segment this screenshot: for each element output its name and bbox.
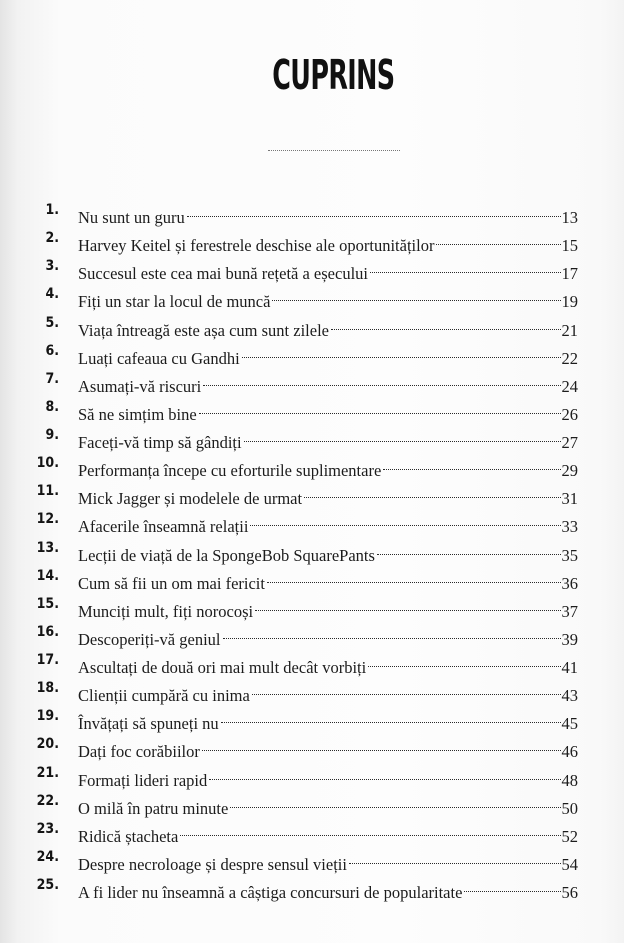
- table-of-contents: [0, 199, 624, 902]
- toc-entry[interactable]: [0, 368, 624, 396]
- chapter-number: 12.: [36, 511, 59, 528]
- chapter-number: 9.: [45, 427, 59, 443]
- chapter-title: Ridică ștacheta: [78, 826, 179, 846]
- toc-entry[interactable]: [0, 340, 624, 368]
- chapter-title: Fiți un star la locul de muncă: [78, 292, 271, 312]
- page-number: 52: [561, 826, 578, 846]
- page-number: 48: [561, 770, 578, 790]
- chapter-title: Dați foc corăbiilor: [78, 742, 200, 762]
- chapter-title: Despre necroloage și despre sensul vieții: [78, 854, 347, 874]
- toc-entry[interactable]: [0, 565, 624, 593]
- chapter-number: 15.: [36, 595, 59, 612]
- chapter-number: 4.: [45, 286, 59, 303]
- page-number: 22: [561, 348, 578, 368]
- chapter-title: Învățați să spuneți nu: [78, 714, 219, 734]
- chapter-title: Viața întreagă este așa cum sunt zilele: [78, 320, 329, 340]
- chapter-title: Lecții de viață de la SpongeBob SquarePants: [78, 545, 375, 565]
- dot-leader: [250, 508, 561, 532]
- toc-entry[interactable]: [0, 705, 624, 733]
- dot-leader: [383, 452, 561, 476]
- toc-entry[interactable]: [0, 227, 624, 255]
- toc-entry[interactable]: [0, 312, 624, 340]
- dot-leader: [304, 480, 561, 504]
- toc-entry[interactable]: [0, 818, 624, 846]
- dot-leader: [199, 396, 562, 420]
- page-number: 33: [561, 517, 578, 537]
- dot-leader: [209, 762, 561, 786]
- chapter-number: 2.: [45, 230, 59, 247]
- dot-leader: [368, 649, 561, 673]
- toc-entry[interactable]: [0, 762, 624, 790]
- chapter-number: 7.: [45, 370, 59, 387]
- page-number: 27: [561, 433, 578, 452]
- toc-entry[interactable]: [0, 537, 624, 565]
- chapter-number: 10.: [36, 455, 59, 472]
- chapter-number: 25.: [36, 877, 59, 893]
- chapter-title: Ascultați de două ori mai mult decât vorbiți: [78, 658, 367, 677]
- chapter-title: Munciți mult, fiți norocoși: [78, 601, 254, 621]
- toc-entry[interactable]: [0, 733, 624, 761]
- chapter-title: Nu sunt un guru: [78, 208, 185, 227]
- toc-entry[interactable]: [0, 790, 624, 818]
- dot-leader: [464, 874, 561, 898]
- toc-entry[interactable]: [0, 649, 624, 677]
- chapter-title: Să ne simțim bine: [78, 404, 197, 424]
- dot-leader: [202, 733, 562, 757]
- dot-leader: [221, 705, 562, 729]
- dot-leader: [255, 593, 561, 617]
- dot-leader: [272, 283, 561, 307]
- page-number: 36: [561, 573, 578, 593]
- chapter-title: Descoperiți-vă geniul: [78, 629, 221, 649]
- page-number: 50: [561, 798, 578, 818]
- toc-entry[interactable]: [0, 593, 624, 621]
- page-number: 35: [561, 545, 578, 565]
- chapter-title: O milă în patru minute: [78, 798, 229, 818]
- chapter-title: Asumați-vă riscuri: [78, 376, 202, 396]
- toc-entry[interactable]: [0, 283, 624, 311]
- chapter-number: 21.: [36, 764, 59, 781]
- toc-entry[interactable]: [0, 396, 624, 424]
- chapter-title: Formați lideri rapid: [78, 770, 208, 790]
- page-number: 45: [561, 714, 578, 734]
- dot-leader: [242, 340, 562, 364]
- page-number: 43: [561, 686, 578, 706]
- chapter-title: Mick Jagger și modelele de urmat: [78, 489, 303, 509]
- page-number: 54: [561, 854, 578, 874]
- chapter-title: Cum să fii un om mai fericit: [78, 573, 265, 593]
- chapter-title: Afacerile înseamnă relații: [78, 517, 249, 537]
- page-number: 24: [561, 376, 578, 396]
- chapter-number: 17.: [36, 652, 59, 668]
- chapter-title: Harvey Keitel și ferestrele deschise ale oportunităților: [78, 236, 435, 256]
- page-number: 26: [561, 404, 578, 424]
- chapter-number: 18.: [36, 680, 59, 697]
- page-number: 15: [561, 236, 578, 256]
- dot-leader: [267, 565, 562, 589]
- chapter-number: 11.: [36, 483, 59, 500]
- chapter-number: 3.: [45, 258, 59, 275]
- page-number: 17: [561, 264, 578, 284]
- chapter-title: Clienții cumpără cu inima: [78, 686, 250, 706]
- toc-entry[interactable]: [0, 621, 624, 649]
- chapter-number: 23.: [36, 820, 59, 837]
- chapter-number: 20.: [36, 736, 59, 753]
- dot-leader: [331, 312, 562, 336]
- toc-entry[interactable]: [0, 480, 624, 508]
- dot-leader: [223, 621, 562, 645]
- chapter-number: 24.: [36, 848, 59, 865]
- chapter-number: 22.: [36, 792, 59, 809]
- page-number: 31: [561, 489, 578, 509]
- dot-leader: [377, 537, 562, 561]
- dot-leader: [203, 368, 561, 392]
- page-number: 19: [561, 292, 578, 312]
- page-number: 13: [561, 208, 578, 227]
- chapter-number: 5.: [45, 314, 59, 331]
- dot-leader: [370, 255, 562, 279]
- dot-leader: [180, 818, 561, 842]
- chapter-title: Faceți-vă timp să gândiți: [78, 433, 242, 452]
- page-number: 46: [561, 742, 578, 762]
- page-number: 37: [561, 601, 578, 621]
- dot-leader: [187, 199, 562, 223]
- toc-entry[interactable]: [0, 199, 624, 227]
- chapter-number: 14.: [36, 567, 59, 584]
- title-divider: [268, 150, 400, 151]
- chapter-number: 13.: [36, 539, 59, 556]
- toc-entry[interactable]: [0, 255, 624, 283]
- chapter-number: 6.: [45, 342, 59, 359]
- dot-leader: [252, 677, 562, 701]
- dot-leader: [349, 846, 562, 870]
- toc-entry[interactable]: [0, 677, 624, 705]
- chapter-number: 19.: [36, 708, 59, 725]
- chapter-title: A fi lider nu înseamnă a câștiga concursuri de popularitate: [78, 883, 463, 902]
- chapter-title: Performanța începe cu eforturile suplimentare: [78, 461, 382, 481]
- toc-entry[interactable]: [0, 424, 624, 452]
- chapter-number: 1.: [45, 202, 59, 218]
- toc-entry[interactable]: [0, 846, 624, 874]
- chapter-number: 8.: [45, 398, 59, 415]
- toc-entry[interactable]: [0, 874, 624, 902]
- page-number: 41: [561, 658, 578, 677]
- page-number: 29: [561, 461, 578, 481]
- page-title: CUPRINS: [272, 51, 395, 99]
- page-number: 39: [561, 629, 578, 649]
- toc-entry[interactable]: [0, 452, 624, 480]
- chapter-title: Succesul este cea mai bună rețetă a eșecului: [78, 264, 368, 284]
- dot-leader: [244, 424, 562, 448]
- page-number: 56: [561, 883, 578, 902]
- dot-leader: [230, 790, 561, 814]
- chapter-number: 16.: [36, 623, 59, 640]
- dot-leader: [436, 227, 561, 251]
- chapter-title: Luați cafeaua cu Gandhi: [78, 348, 240, 368]
- page-number: 21: [561, 320, 578, 340]
- toc-entry[interactable]: [0, 508, 624, 536]
